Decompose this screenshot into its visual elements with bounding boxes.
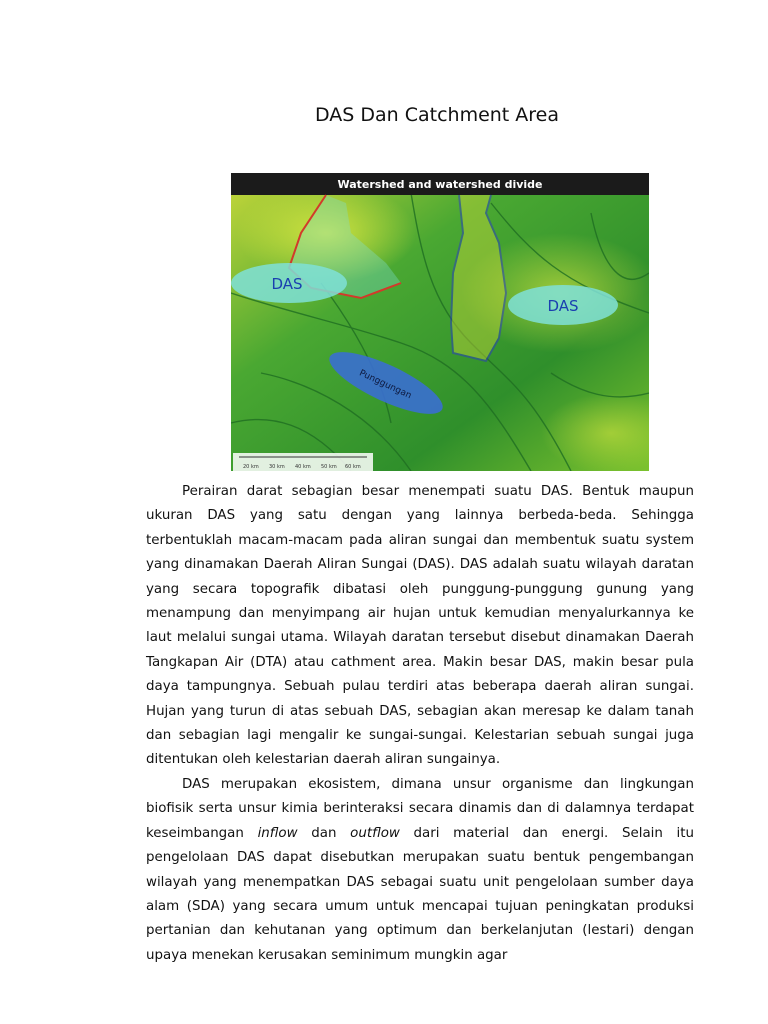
inflow-term: inflow xyxy=(257,825,298,841)
body-text xyxy=(146,480,694,968)
paragraph-2-part-2: dari material dan energi. Selain itu pengelolaan DAS dapat disebutkan merupakan suatu bentuk pengembangan wilayah yang menempatkan DAS sebagai suatu unit pengelolaan sumber daya alam (SDA) yang secara umum untuk mencapai tujuan peningkatan produksi pertanian dan kehutanan yang optimum dan berkelanjutan (lestari) dengan upaya menekan kerusakan seminimum mungkin agar xyxy=(146,825,694,963)
figure-caption: Watershed and watershed divide xyxy=(337,178,543,191)
paragraph-2 xyxy=(146,773,694,968)
paragraph-1: Perairan darat sebagian besar menempati suatu DAS. Bentuk maupun ukuran DAS yang satu dengan yang lainnya berbeda-beda. Sehingga terbentuklah macam-macam pada aliran sungai dan membentuk suatu system yang dinamakan Daerah Aliran Sungai (DAS). DAS adalah suatu wilayah daratan yang secara topografik dibatasi oleh punggung-punggung gunung yang menampung dan menyimpang air hujan untuk kemudian menyalurkannya ke laut melalui sungai utama. Wilayah daratan tersebut disebut dinamakan Daerah Tangkapan Air (DTA) atau cathment area. Makin besar DAS, makin besar pula daya tampungnya. Sebuah pulau terdiri atas beberapa daerah aliran sungai. Hujan yang turun di atas sebuah DAS, sebagian akan meresap ke dalam tanah dan sebagian lagi mengalir ke sungai-sungai. Kelestarian sebuah sungai juga ditentukan oleh kelestarian daerah aliran sungainya. xyxy=(146,484,694,768)
paragraph-2-part-1: DAS merupakan ekosistem, dimana unsur organisme dan lingkungan biofisik serta unsur kimia berinteraksi secara dinamis dan di dalamnya terdapat keseimbangan xyxy=(146,776,694,841)
watershed-map xyxy=(231,173,649,471)
das-label-left: DAS xyxy=(271,275,303,293)
scale-tick-label: 30 km xyxy=(269,464,285,470)
paragraph-2-dan: dan xyxy=(297,825,351,841)
scale-tick-label: 20 km xyxy=(243,464,259,470)
scale-tick-label: 50 km xyxy=(321,464,337,470)
das-label-right: DAS xyxy=(547,297,579,315)
outflow-term: outflow xyxy=(350,825,400,841)
scale-tick-label: 40 km xyxy=(295,464,311,470)
scale-tick-label: 60 km xyxy=(345,464,361,470)
watershed-map-figure xyxy=(231,173,649,471)
document-title: DAS Dan Catchment Area xyxy=(314,104,560,126)
ridge-label: Punggungan xyxy=(357,368,413,402)
